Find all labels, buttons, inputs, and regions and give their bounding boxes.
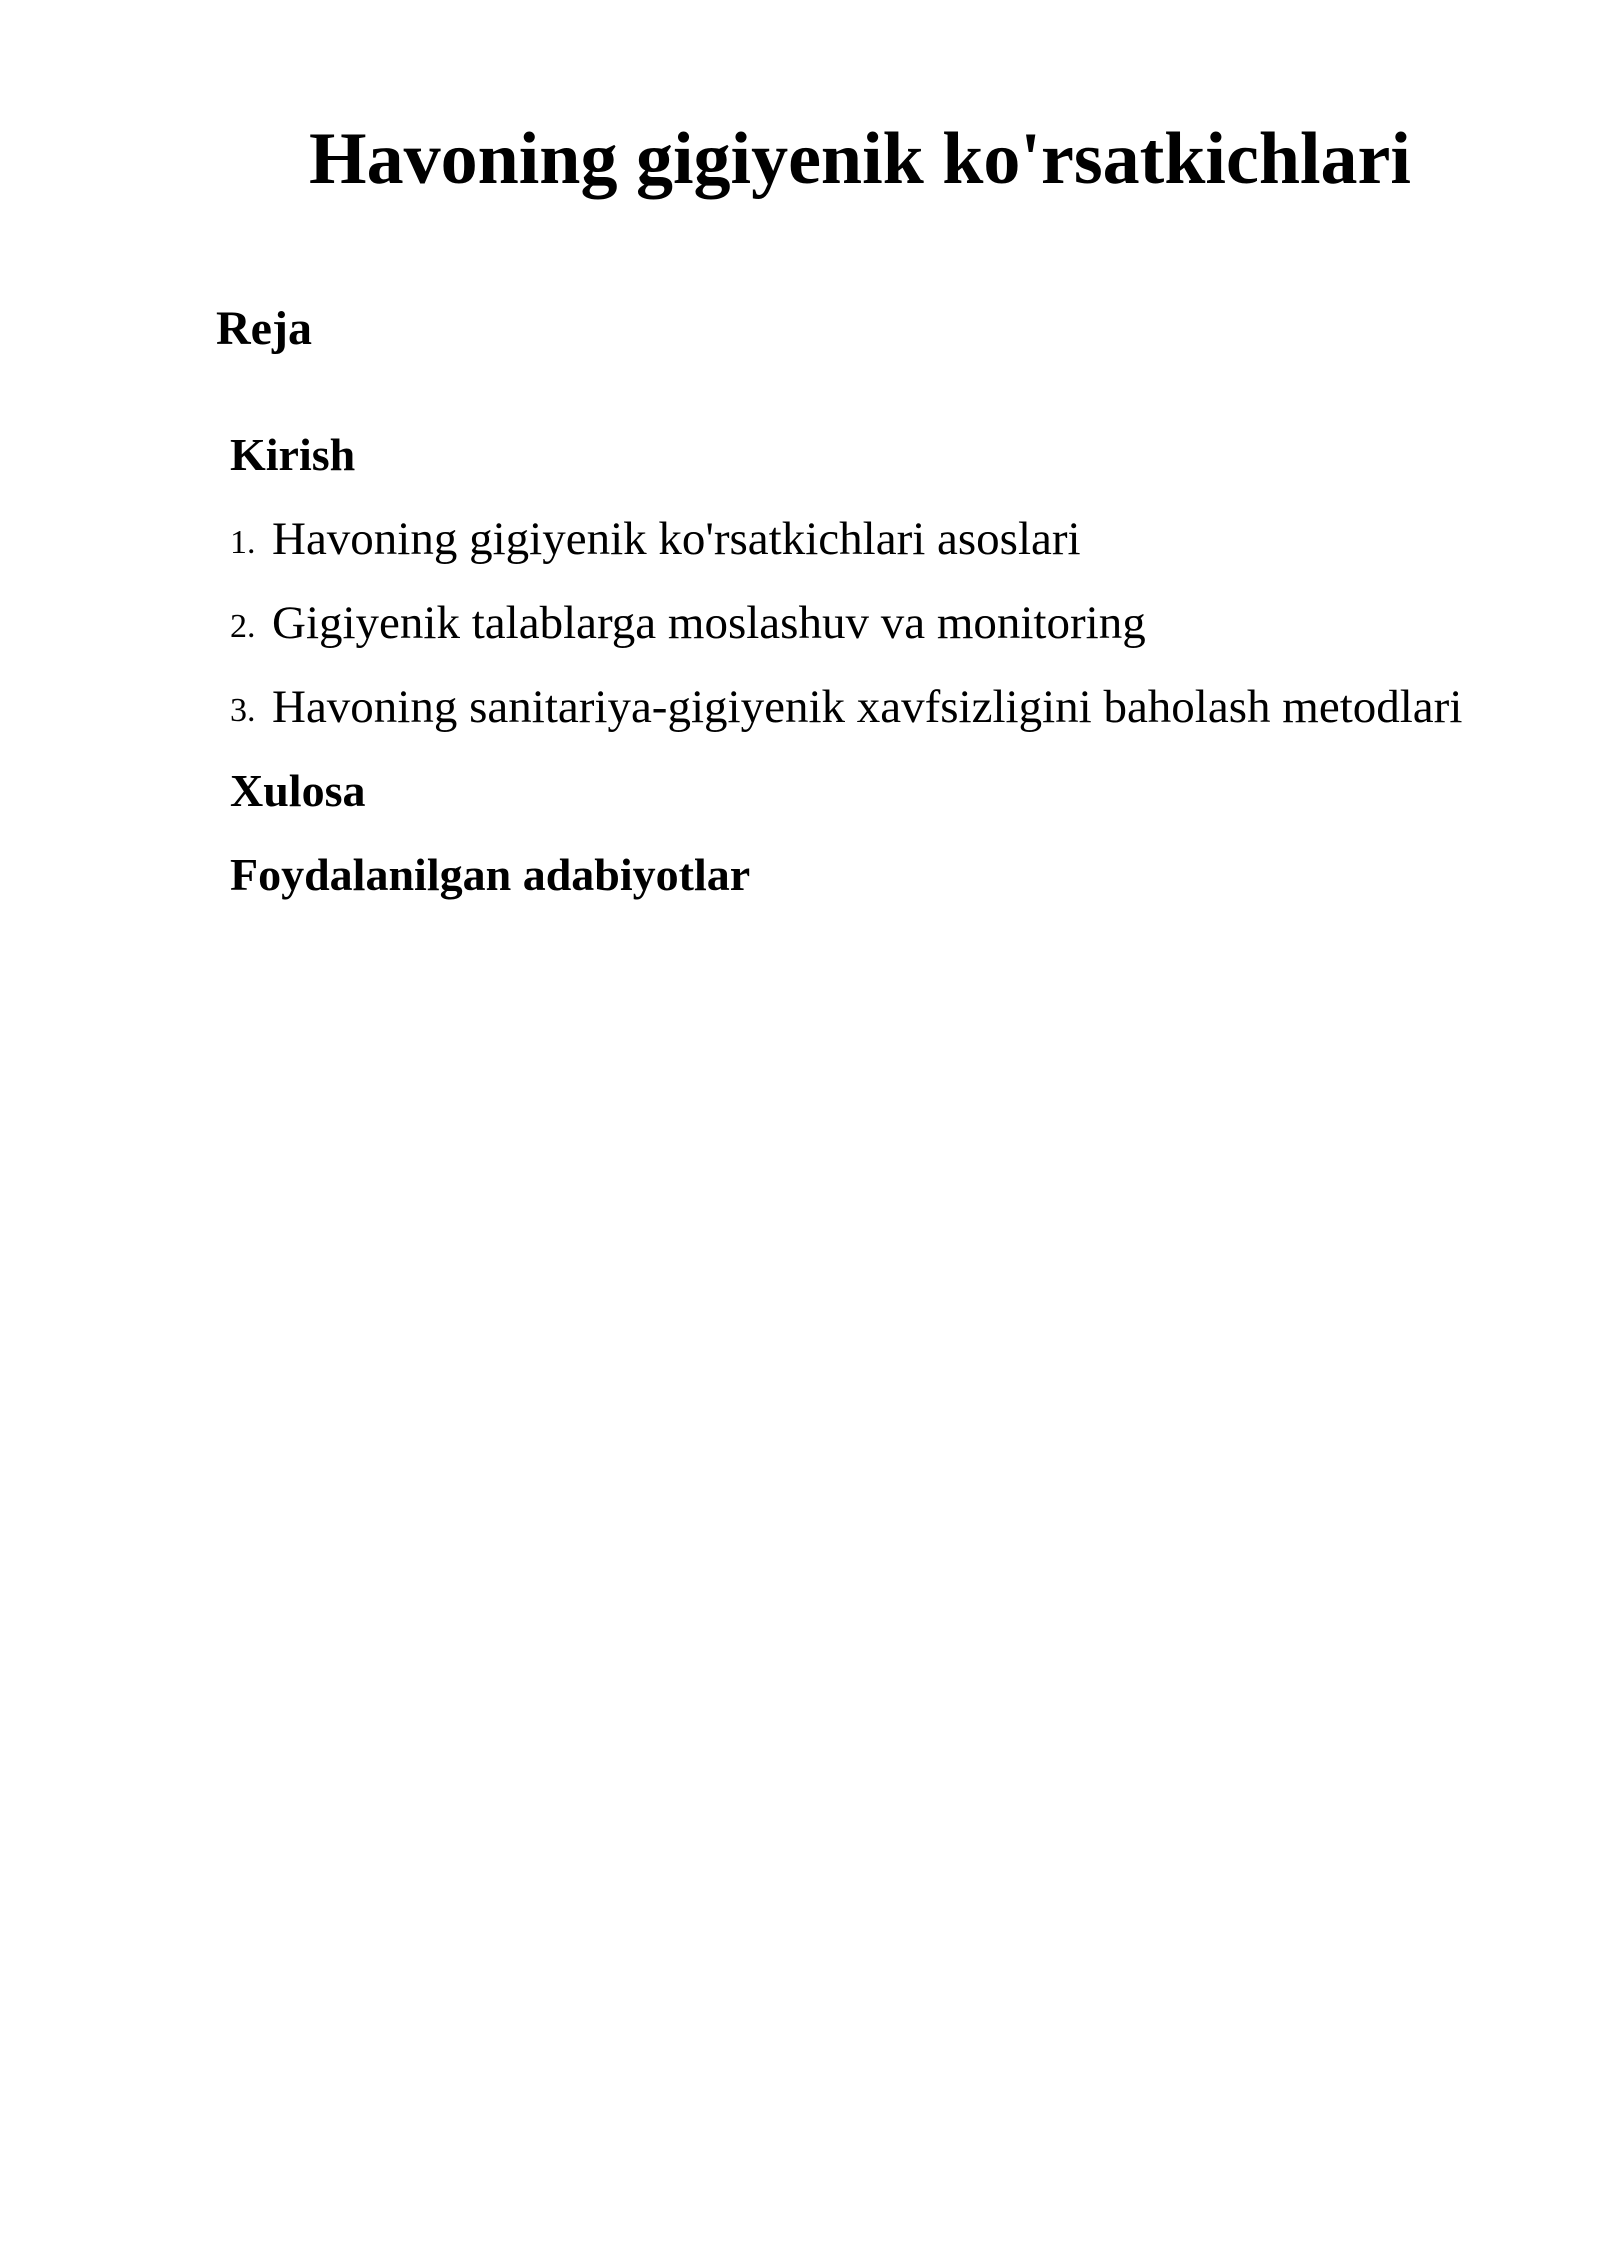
toc-conclusion-label: Xulosa <box>230 765 366 816</box>
toc-intro-label: Kirish <box>230 429 356 480</box>
toc-conclusion <box>230 765 1462 852</box>
toc-item-number: 2. <box>230 608 256 645</box>
document-title-text: Havoning gigiyenik ko'rsatkichlari <box>309 118 1411 200</box>
toc-item-number: 3. <box>230 692 256 729</box>
plan-heading: Reja <box>216 302 312 355</box>
toc-item <box>230 681 1463 768</box>
table-of-contents <box>230 429 1463 936</box>
toc-item-text: Gigiyenik talablarga moslashuv va monitoring <box>272 597 1146 649</box>
toc-intro <box>230 429 1462 516</box>
toc-references-label: Foydalanilgan adabiyotlar <box>230 849 751 900</box>
toc-item <box>230 513 1462 600</box>
toc-references <box>230 849 1462 936</box>
toc-item-number: 1. <box>230 524 256 561</box>
toc-item-text: Havoning gigiyenik ko'rsatkichlari asoslari <box>272 513 1081 565</box>
toc-item <box>230 597 1462 684</box>
toc-item-text: Havoning sanitariya-gigiyenik xavfsizligini baholash metodlari <box>272 681 1463 733</box>
document-title <box>0 118 1600 200</box>
